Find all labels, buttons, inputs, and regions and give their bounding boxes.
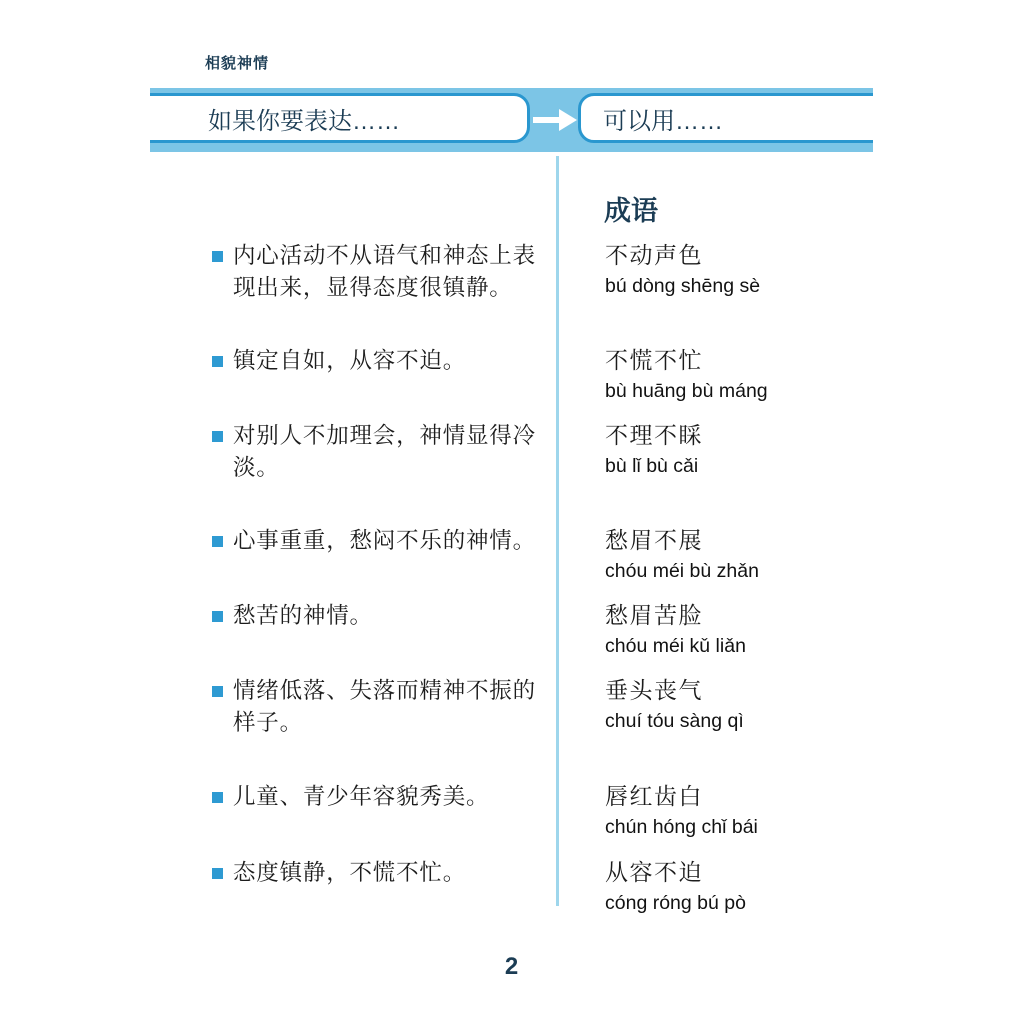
- entry-row: [212, 857, 872, 927]
- entry-idiom-block: [605, 781, 758, 839]
- entry-description: 儿童、青少年容貌秀美。: [233, 784, 490, 809]
- bullet-square-icon: [212, 431, 223, 442]
- bullet-square-icon: [212, 611, 223, 622]
- arrow-right-icon: [533, 108, 577, 132]
- bullet-square-icon: [212, 251, 223, 262]
- entry-pinyin: bú dòng shēng sè: [605, 275, 761, 297]
- entry-row: [212, 675, 872, 745]
- flow-header-band: [150, 88, 873, 152]
- entry-row: [212, 345, 872, 415]
- entry-idiom: 不动声色: [605, 243, 703, 268]
- entry-row: [212, 600, 872, 670]
- entry-idiom: 愁眉不展: [605, 528, 703, 553]
- can-use-label: 可以用……: [603, 107, 723, 135]
- bullet-square-icon: [212, 686, 223, 697]
- if-express-label: 如果你要表达……: [208, 107, 400, 135]
- entry-idiom: 不慌不忙: [605, 348, 703, 373]
- bullet-square-icon: [212, 536, 223, 547]
- bullet-square-icon: [212, 356, 223, 367]
- bullet-square-icon: [212, 792, 223, 803]
- entry-description: 内心活动不从语气和神态上表现出来，显得态度很镇静。: [233, 243, 536, 300]
- entry-description: 镇定自如，从容不迫。: [233, 348, 467, 373]
- entry-pinyin: cóng róng bú pò: [605, 892, 746, 914]
- entry-idiom-block: [605, 345, 768, 403]
- entry-idiom-block: [605, 240, 760, 298]
- idioms-column-title: 成语: [604, 196, 658, 226]
- entry-description: 心事重重，愁闷不乐的神情。: [233, 528, 536, 553]
- entry-idiom: 不理不睬: [605, 423, 703, 448]
- if-express-box: [150, 93, 530, 143]
- bullet-square-icon: [212, 868, 223, 879]
- entry-pinyin: chuí tóu sàng qì: [605, 710, 744, 732]
- entry-description: 态度镇静，不慌不忙。: [233, 860, 467, 885]
- entry-idiom: 唇红齿白: [605, 784, 703, 809]
- entry-idiom: 垂头丧气: [605, 678, 703, 703]
- entry-description: 愁苦的神情。: [233, 603, 373, 628]
- entry-description: 对别人不加理会，神情显得冷淡。: [233, 423, 536, 480]
- entry-idiom: 从容不迫: [605, 860, 703, 885]
- entry-pinyin: chóu méi bù zhǎn: [605, 560, 759, 582]
- entry-row: [212, 525, 872, 595]
- entry-idiom-block: [605, 675, 744, 733]
- page-number: 2: [504, 953, 519, 980]
- entry-description: 情绪低落、失落而精神不振的样子。: [233, 678, 536, 735]
- entry-row: [212, 240, 872, 310]
- can-use-box: [578, 93, 873, 143]
- entry-pinyin: chóu méi kǔ liǎn: [605, 635, 746, 657]
- entry-row: [212, 420, 872, 490]
- entry-pinyin: bù huāng bù máng: [605, 380, 768, 402]
- entry-idiom-block: [605, 525, 759, 583]
- entry-pinyin: bù lǐ bù cǎi: [605, 455, 699, 477]
- entry-idiom-block: [605, 857, 746, 915]
- entry-idiom: 愁眉苦脸: [605, 603, 703, 628]
- entry-idiom-block: [605, 600, 746, 658]
- entry-row: [212, 781, 872, 851]
- section-label: 相貌神情: [205, 55, 270, 72]
- entry-pinyin: chún hóng chǐ bái: [605, 816, 758, 838]
- entry-idiom-block: [605, 420, 703, 478]
